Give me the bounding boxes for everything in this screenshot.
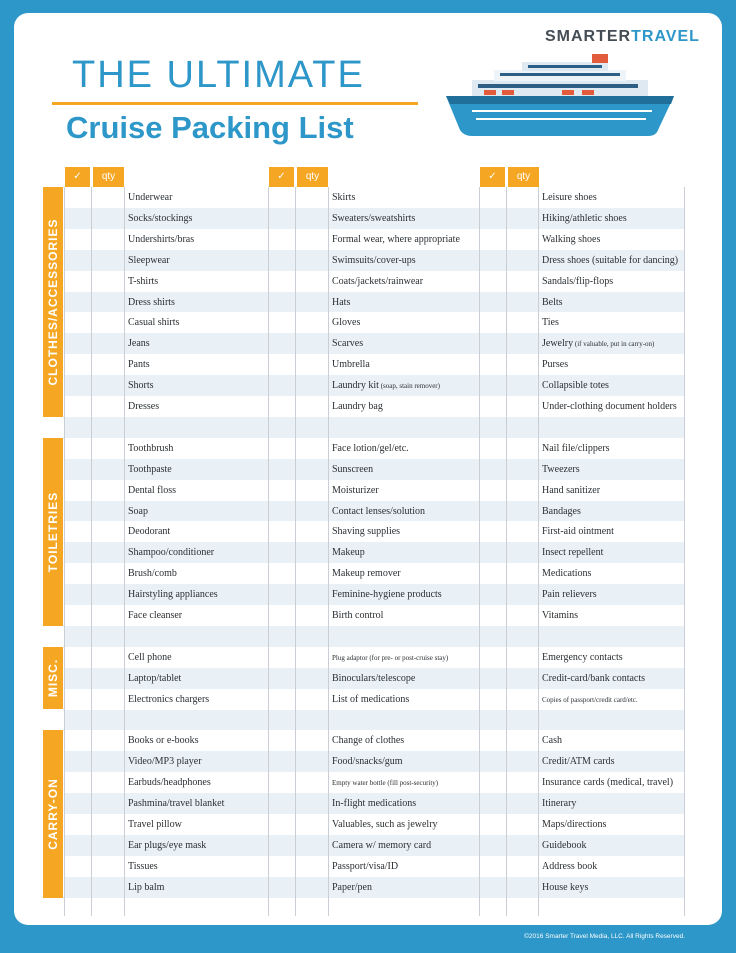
list-item: Food/snacks/gum xyxy=(332,756,403,768)
list-item: Credit-card/bank contacts xyxy=(542,672,646,684)
list-item: Belts xyxy=(542,296,563,308)
section-label: CLOTHES/ACCESSORIES xyxy=(43,187,63,417)
list-item: Sweaters/sweatshirts xyxy=(332,212,416,224)
list-item: Laundry bag xyxy=(332,401,383,412)
list-item: Cell phone xyxy=(128,651,172,663)
list-item: Tissues xyxy=(128,860,158,872)
list-item: Dress shoes (suitable for dancing) xyxy=(542,254,679,266)
list-item: Umbrella xyxy=(332,359,370,371)
column-divider xyxy=(64,187,65,916)
list-item: Formal wear, where appropriate xyxy=(332,233,460,245)
list-item: Feminine-hygiene products xyxy=(332,589,442,601)
list-item: Shorts xyxy=(128,380,154,392)
list-item: House keys xyxy=(542,881,589,893)
title-line-1: THE ULTIMATE xyxy=(72,54,365,96)
list-item: Face cleanser xyxy=(128,610,183,621)
list-item: Ear plugs/eye mask xyxy=(128,839,207,851)
list-item: Insect repellent xyxy=(542,547,604,559)
list-item: Insurance cards (medical, travel) xyxy=(542,777,674,789)
list-item: Laundry kit (soap, stain remover) xyxy=(332,380,440,392)
list-item: Makeup xyxy=(332,547,365,559)
item-note: (if valuable, put in carry-on) xyxy=(573,340,655,349)
list-item: Purses xyxy=(542,359,569,371)
list-item: Gloves xyxy=(332,317,361,329)
column-divider xyxy=(328,187,329,916)
list-item: Dress shirts xyxy=(128,296,175,308)
column-divider xyxy=(295,187,296,916)
list-item: First-aid ointment xyxy=(542,526,614,538)
cruise-ship-icon xyxy=(442,52,686,140)
list-item: Vitamins xyxy=(542,610,579,621)
list-item: Sunscreen xyxy=(332,463,374,475)
column-divider xyxy=(684,187,685,916)
check-column-header: ✓ xyxy=(65,167,90,187)
list-item: Contact lenses/solution xyxy=(332,505,426,517)
list-item: Swimsuits/cover-ups xyxy=(332,254,416,266)
row-shade xyxy=(64,710,684,731)
item-note: (soap, stain remover) xyxy=(378,382,440,391)
list-item: Shaving supplies xyxy=(332,526,401,538)
list-item: Hiking/athletic shoes xyxy=(542,212,627,224)
row-shade xyxy=(64,898,684,916)
list-item: Collapsible totes xyxy=(542,380,609,392)
qty-column-header: qty xyxy=(297,167,328,187)
list-item: Scarves xyxy=(332,338,364,350)
list-item: Lip balm xyxy=(128,881,165,893)
list-item: Makeup remover xyxy=(332,568,401,580)
list-item: Socks/stockings xyxy=(128,212,193,224)
brand-logo xyxy=(545,28,700,46)
list-item: Video/MP3 player xyxy=(128,756,202,768)
list-item: Bandages xyxy=(542,505,581,517)
list-item: Guidebook xyxy=(542,839,587,851)
list-item: Moisturizer xyxy=(332,484,379,496)
list-item: Hats xyxy=(332,296,351,308)
list-item: Sandals/flip-flops xyxy=(542,275,614,287)
qty-column-header: qty xyxy=(508,167,539,187)
list-item: Credit/ATM cards xyxy=(542,756,615,768)
list-item: Emergency contacts xyxy=(542,651,623,663)
list-item: Binoculars/telescope xyxy=(332,672,416,684)
list-item: Empty water bottle (fill post-security) xyxy=(332,779,439,788)
list-item: List of medications xyxy=(332,693,410,705)
list-item: Medications xyxy=(542,568,592,580)
list-item: Soap xyxy=(128,505,148,517)
list-item: Address book xyxy=(542,860,598,872)
list-item: Nail file/clippers xyxy=(542,442,610,454)
column-divider xyxy=(124,187,125,916)
list-item: Sleepwear xyxy=(128,254,170,266)
list-item: Toothbrush xyxy=(128,442,174,454)
list-item: Coats/jackets/rainwear xyxy=(332,275,424,287)
check-column-header: ✓ xyxy=(269,167,294,187)
section-label: TOILETRIES xyxy=(43,438,63,626)
list-item: Underwear xyxy=(128,192,173,203)
qty-column-header: qty xyxy=(93,167,124,187)
page-title: Cruise Packing List xyxy=(66,110,354,145)
list-item: Pashmina/travel blanket xyxy=(128,798,225,810)
list-item: Walking shoes xyxy=(542,233,601,245)
column-divider xyxy=(268,187,269,916)
list-item: Earbuds/headphones xyxy=(128,777,211,789)
list-item: Valuables, such as jewelry xyxy=(332,819,438,830)
list-item: Toothpaste xyxy=(128,463,172,475)
list-item: Skirts xyxy=(332,192,356,203)
list-item: Dresses xyxy=(128,401,160,412)
copyright: ©2016 Smarter Travel Media, LLC. All Rights Reserved. xyxy=(524,933,685,940)
list-item: Shampoo/conditioner xyxy=(128,547,215,559)
list-item: In-flight medications xyxy=(332,798,417,810)
list-item: Casual shirts xyxy=(128,317,180,329)
row-shade xyxy=(64,417,684,438)
list-item: Pants xyxy=(128,359,150,371)
list-item: Travel pillow xyxy=(128,819,182,830)
list-item: Copies of passport/credit card/etc. xyxy=(542,695,638,704)
brand-main: SMARTER xyxy=(545,28,632,45)
brand-accent: TRAVEL xyxy=(631,28,700,45)
list-item: Laptop/tablet xyxy=(128,672,182,684)
list-item: Hand sanitizer xyxy=(542,484,601,496)
column-divider xyxy=(506,187,507,916)
section-label: CARRY-ON xyxy=(43,730,63,897)
list-item: Deodorant xyxy=(128,526,171,538)
list-item: Face lotion/gel/etc. xyxy=(332,442,409,454)
list-item: Books or e-books xyxy=(128,735,199,747)
list-item: Under-clothing document holders xyxy=(542,401,677,412)
list-item: Ties xyxy=(542,317,559,329)
list-item: Passport/visa/ID xyxy=(332,860,399,872)
list-item: T-shirts xyxy=(128,275,159,287)
list-item: Camera w/ memory card xyxy=(332,839,432,851)
list-item: Maps/directions xyxy=(542,819,607,830)
check-column-header: ✓ xyxy=(480,167,505,187)
list-item: Brush/comb xyxy=(128,568,177,580)
list-item: Jewelry (if valuable, put in carry-on) xyxy=(542,338,655,350)
list-item: Plug adaptor (for pre- or post-cruise stay) xyxy=(332,653,449,662)
list-item: Tweezers xyxy=(542,463,580,475)
list-item: Itinerary xyxy=(542,798,577,810)
list-item: Birth control xyxy=(332,610,384,621)
row-shade xyxy=(64,626,684,647)
list-item: Leisure shoes xyxy=(542,192,597,203)
column-divider xyxy=(91,187,92,916)
list-item: Pain relievers xyxy=(542,589,597,601)
column-divider xyxy=(479,187,480,916)
list-item: Hairstyling appliances xyxy=(128,589,218,601)
section-label: MISC. xyxy=(43,647,63,710)
list-item: Change of clothes xyxy=(332,735,405,747)
title-divider xyxy=(52,102,418,105)
list-item: Paper/pen xyxy=(332,881,372,893)
column-divider xyxy=(538,187,539,916)
list-item: Electronics chargers xyxy=(128,693,210,705)
list-item: Jeans xyxy=(128,338,150,350)
list-item: Undershirts/bras xyxy=(128,233,195,245)
list-item: Cash xyxy=(542,735,562,747)
list-item: Dental floss xyxy=(128,484,177,496)
